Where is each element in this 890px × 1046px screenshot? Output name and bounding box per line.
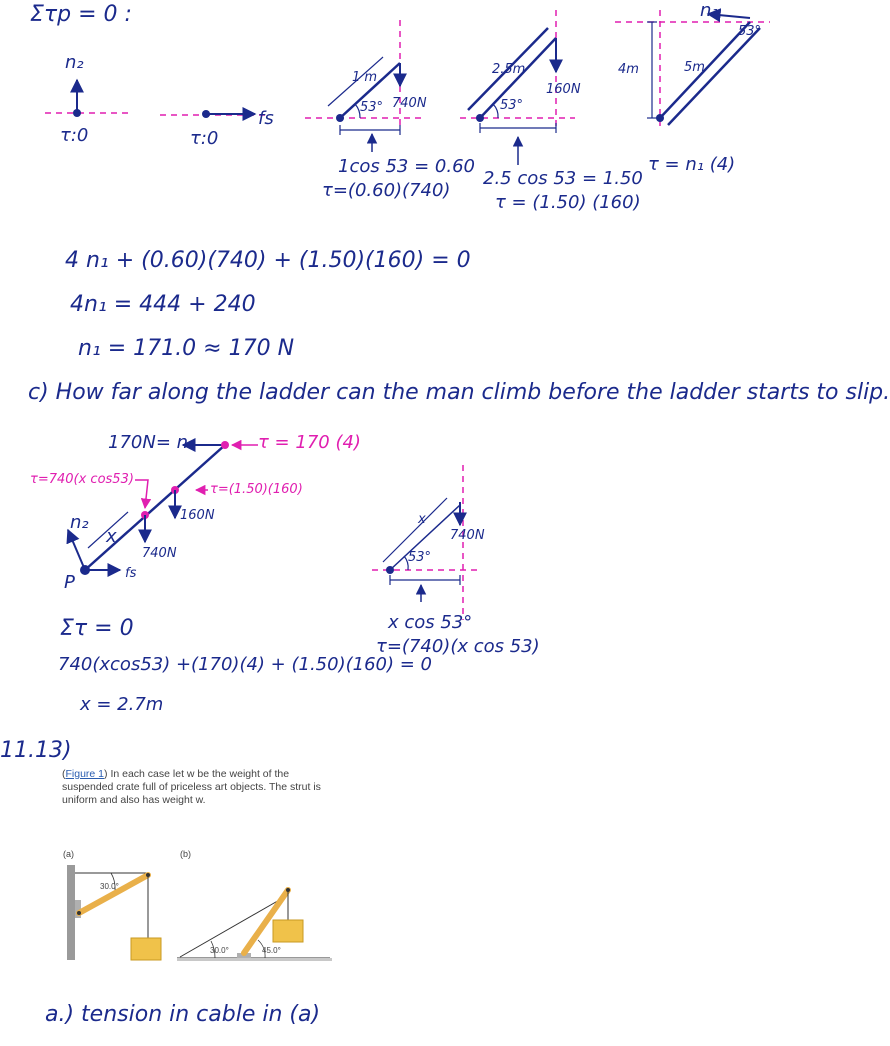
figure-link[interactable]: Figure 1 [65, 768, 105, 780]
n1-value: 170N= n₁ [108, 432, 196, 453]
sum-torque-header: Στp = 0 : [30, 2, 132, 27]
tau-man: τ=740(x cos53) [30, 472, 134, 487]
problem-number: 11.13) [0, 738, 72, 763]
d3-torque: τ = n₁ (4) [648, 154, 736, 175]
ladder-x: x [106, 526, 117, 547]
equation-1: 4 n₁ + (0.60)(740) + (1.50)(160) = 0 [65, 248, 471, 273]
d3-5m: 5m [684, 60, 705, 75]
d2-arm: 2.5 cos 53 = 1.50 [483, 168, 643, 189]
xd-torque: τ=(740)(x cos 53) [376, 636, 540, 657]
d1-arm: 1cos 53 = 0.60 [338, 156, 475, 177]
d3-n1: n₁ [700, 0, 719, 21]
d2-length: 2.5m [492, 62, 526, 77]
equation-4: Στ = 0 [60, 616, 134, 641]
equation-5: 740(xcos53) +(170)(4) + (1.50)(160) = 0 [58, 654, 432, 675]
d2-torque: τ = (1.50) (160) [495, 192, 641, 213]
equation-2: 4n₁ = 444 + 240 [70, 292, 256, 317]
problem-text-line1: ) In each case let w be the weight of the [104, 768, 290, 780]
d1-torque: τ=(0.60)(740) [322, 180, 451, 201]
figure-label-b: (b) [180, 849, 191, 859]
force-160: 160N [180, 508, 215, 523]
d1-length: 1 m [352, 70, 378, 85]
xd-arm: x cos 53° [388, 612, 473, 633]
figure-angle-b1: 30.0° [210, 946, 229, 955]
problem-text: (Figure 1) In each case let w be the weight of the suspended crate full of priceless art objects. The strut is uniform and also has weight w. [62, 768, 321, 806]
d3-4m: 4m [618, 62, 639, 77]
figure-angle-b2: 45.0° [262, 946, 281, 955]
fs-label: fs [258, 108, 274, 129]
d1-angle: 53° [360, 100, 384, 115]
xd-x: x [418, 512, 426, 527]
d2-force: 160N [546, 82, 581, 97]
problem-text-line2: suspended crate full of priceless art objects. The strut is [62, 781, 321, 793]
equation-3: n₁ = 171.0 ≈ 170 N [78, 336, 295, 361]
ladder-fs: fs [125, 566, 137, 581]
n2-label: n₂ [65, 52, 84, 73]
part-c-question: c) How far along the ladder can the man climb before the ladder starts to slip. [28, 380, 890, 405]
part-a-question: a.) tension in cable in (a) [45, 1002, 321, 1027]
ladder-n2: n₂ [70, 512, 89, 533]
ladder-p: P [64, 572, 75, 593]
tau-mid: τ=(1.50)(160) [210, 482, 303, 497]
tau-top: τ = 170 (4) [258, 432, 361, 453]
d1-force: 740N [392, 96, 427, 111]
problem-text-line3: uniform and also has weight w. [62, 794, 206, 806]
equation-6: x = 2.7m [80, 694, 164, 715]
tau-zero-b: τ:0 [190, 128, 219, 149]
d2-angle: 53° [500, 98, 524, 113]
tau-zero-a: τ:0 [60, 125, 89, 146]
figure-label-a: (a) [63, 849, 74, 859]
force-740: 740N [142, 546, 177, 561]
xd-force: 740N [450, 528, 485, 543]
figure-angle-a: 30.0° [100, 882, 119, 891]
d3-angle: 53° [738, 24, 762, 39]
xd-angle: 53° [408, 550, 432, 565]
